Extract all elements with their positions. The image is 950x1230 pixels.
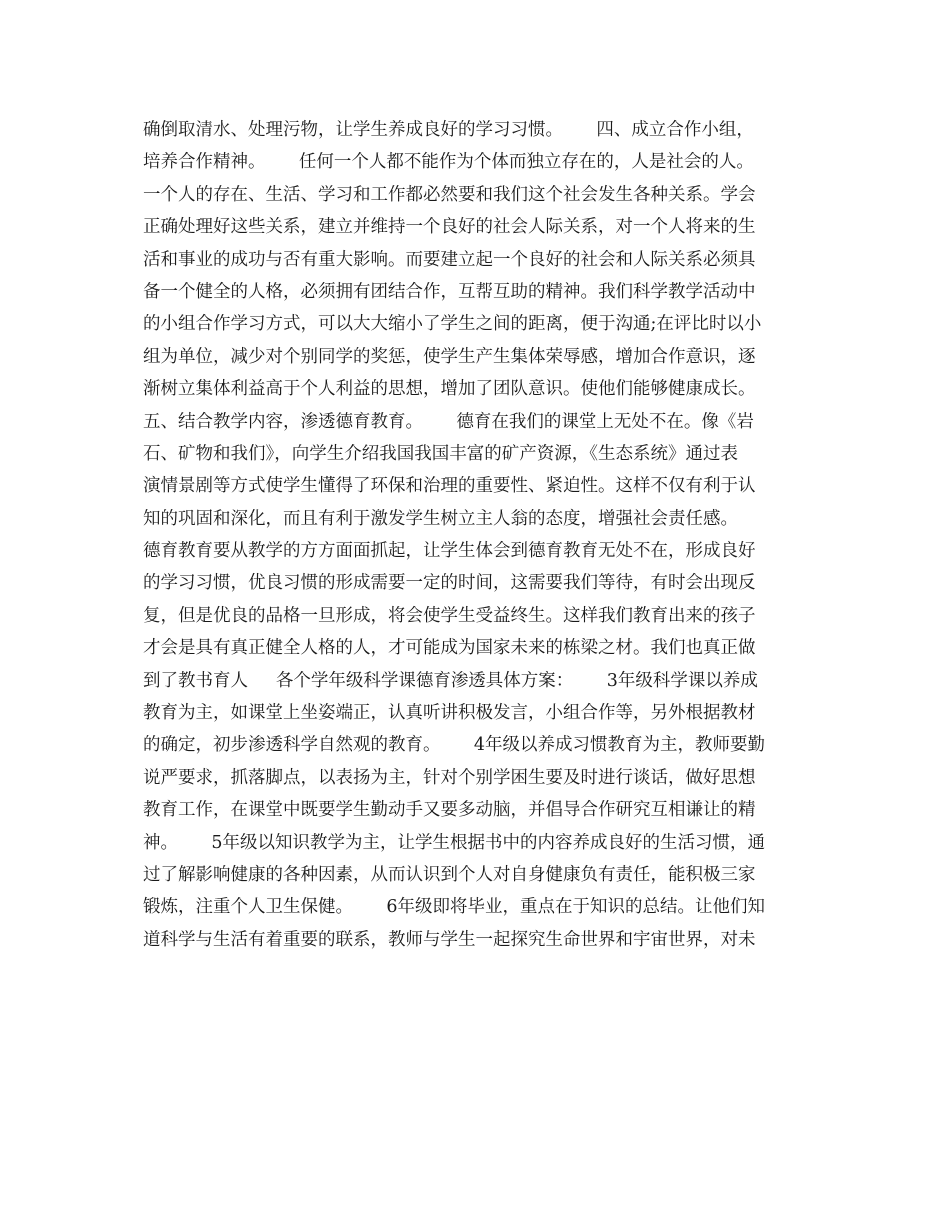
text-line: 渐树立集体利益高于个人利益的思想，增加了团队意识。使他们能够健康成长。 (143, 379, 756, 400)
text-line: 说严要求，抓落脚点，以表扬为主，针对个别学困生要及时进行谈话，做好思想 (143, 767, 756, 788)
text-line: 五、结合教学内容，渗透德育教育。 德育在我们的课堂上无处不在。像《岩 (143, 411, 754, 432)
text-line: 组为单位，减少对个别同学的奖惩，使学生产生集体荣辱感，增加合作意识，逐 (143, 346, 756, 367)
text-line: 德育教育要从教学的方方面面抓起，让学生体会到德育教育无处不在，形成良好 (143, 541, 756, 562)
text-line: 复，但是优良的品格一旦形成，将会使学生受益终生。这样我们教育出来的孩子 (143, 605, 756, 626)
text-line: 才会是具有真正健全人格的人，才可能成为国家未来的栋梁之材。我们也真正做 (143, 638, 756, 659)
text-line: 锻炼，注重个人卫生保健。 6年级即将毕业，重点在于知识的总结。让他们知 (143, 897, 766, 918)
text-line: 演情景剧等方式使学生懂得了环保和治理的重要性、紧迫性。这样不仅有利于认 (143, 476, 756, 497)
text-line: 教育为主，如课堂上坐姿端正，认真听讲积极发言，小组合作等，另外根据教材 (143, 703, 756, 724)
text-line: 石、矿物和我们》，向学生介绍我国我国丰富的矿产资源，《生态系统》通过表 (143, 443, 738, 464)
text-line: 活和事业的成功与否有重大影响。而要建立起一个良好的社会和人际关系必须具 (143, 249, 756, 270)
text-line: 教育工作，在课堂中既要学生勤动手又要多动脑，并倡导合作研究互相谦让的精 (143, 800, 756, 821)
text-line: 备一个健全的人格，必须拥有团结合作，互帮互助的精神。我们科学教学活动中 (143, 281, 756, 302)
text-line: 的小组合作学习方式，可以大大缩小了学生之间的距离，便于沟通;在评比时以小 (143, 314, 762, 335)
text-line: 到了教书育人 各个学年级科学课德育渗透具体方案： 3年级科学课以养成 (143, 670, 758, 691)
text-line: 过了解影响健康的各种因素，从而认识到个人对自身健康负有责任，能积极三家 (143, 864, 756, 885)
text-line: 一个人的存在、生活、学习和工作都必然要和我们这个社会发生各种关系。学会 (143, 184, 756, 205)
text-line: 知的巩固和深化，而且有利于激发学生树立主人翁的态度，增强社会责任感。 (143, 508, 738, 529)
text-line: 道科学与生活有着重要的联系，教师与学生一起探究生命世界和宇宙世界，对未 (143, 929, 756, 950)
text-line: 的确定，初步渗透科学自然观的教育。 4年级以养成习惯教育为主，教师要勤 (143, 735, 766, 756)
text-line: 神。 5年级以知识教学为主，让学生根据书中的内容养成良好的生活习惯，通 (143, 832, 766, 853)
body-text (143, 114, 823, 956)
text-line: 的学习习惯，优良习惯的形成需要一定的时间，这需要我们等待，有时会出现反 (143, 573, 756, 594)
text-line: 确倒取清水、处理污物，让学生养成良好的学习习惯。 四、成立合作小组， (143, 120, 754, 140)
text-line: 培养合作精神。 任何一个人都不能作为个体而独立存在的，人是社会的人。 (143, 152, 754, 173)
text-line: 正确处理好这些关系，建立并维持一个良好的社会人际关系，对一个人将来的生 (143, 217, 756, 238)
